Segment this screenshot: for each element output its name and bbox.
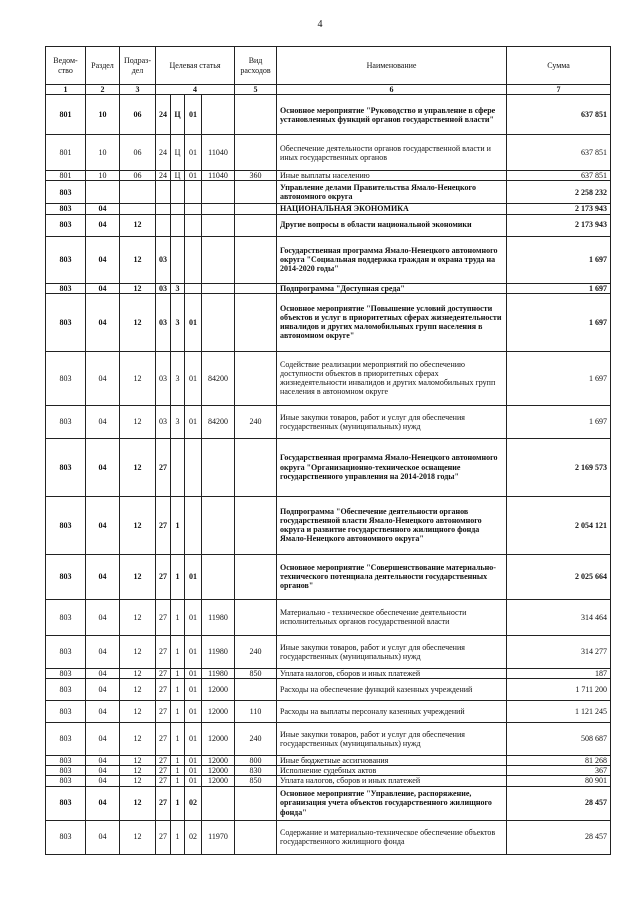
cell-summa: 1 697 — [507, 283, 611, 293]
cell-program: 03 — [156, 351, 171, 405]
cell-vid-rashodov: 240 — [235, 635, 277, 668]
cell-program — [156, 204, 171, 214]
cell-program: 27 — [156, 700, 171, 722]
cell-podrazdel: 12 — [120, 635, 156, 668]
cell-direction: 11970 — [202, 820, 235, 854]
cell-subprogram: Ц — [171, 135, 185, 171]
cell-vid-rashodov — [235, 214, 277, 236]
cell-measure: 01 — [185, 776, 202, 786]
cell-measure: 01 — [185, 135, 202, 171]
cell-razdel: 10 — [86, 95, 120, 135]
index-cell: 1 — [46, 85, 86, 95]
cell-vedomstvo: 803 — [46, 820, 86, 854]
cell-podrazdel — [120, 204, 156, 214]
cell-razdel: 04 — [86, 700, 120, 722]
cell-subprogram: 1 — [171, 668, 185, 678]
cell-measure — [185, 181, 202, 204]
index-cell: 2 — [86, 85, 120, 95]
cell-naimenovanie: Основное мероприятие "Руководство и управление в сфере установленных функций органов государственной власти" — [277, 95, 507, 135]
cell-subprogram — [171, 204, 185, 214]
cell-program: 03 — [156, 236, 171, 283]
cell-subprogram: 1 — [171, 820, 185, 854]
cell-vid-rashodov — [235, 181, 277, 204]
table-body — [46, 95, 611, 854]
cell-vedomstvo: 803 — [46, 599, 86, 635]
cell-vedomstvo: 801 — [46, 171, 86, 181]
table-row — [46, 668, 611, 678]
cell-podrazdel: 12 — [120, 351, 156, 405]
cell-measure: 02 — [185, 786, 202, 820]
cell-vid-rashodov — [235, 820, 277, 854]
cell-direction — [202, 95, 235, 135]
cell-razdel: 04 — [86, 496, 120, 554]
cell-naimenovanie: Содержание и материально-техническое обеспечение объектов государственного жилищного фонда — [277, 820, 507, 854]
cell-podrazdel: 06 — [120, 171, 156, 181]
cell-subprogram: 3 — [171, 351, 185, 405]
cell-subprogram: 1 — [171, 496, 185, 554]
cell-naimenovanie: Основное мероприятие "Совершенствование материально-технического потенциала деятельности государственных органов" — [277, 554, 507, 599]
cell-vedomstvo: 803 — [46, 293, 86, 351]
header-vid-rashodov: Вид расходов — [235, 47, 277, 85]
cell-program: 27 — [156, 820, 171, 854]
cell-naimenovanie: Расходы на выплаты персоналу казенных учреждений — [277, 700, 507, 722]
cell-direction — [202, 236, 235, 283]
table-row — [46, 755, 611, 765]
cell-measure — [185, 204, 202, 214]
cell-vedomstvo: 801 — [46, 135, 86, 171]
cell-measure — [185, 236, 202, 283]
cell-direction — [202, 214, 235, 236]
cell-naimenovanie: Уплата налогов, сборов и иных платежей — [277, 776, 507, 786]
cell-razdel: 04 — [86, 214, 120, 236]
cell-summa: 637 851 — [507, 135, 611, 171]
cell-vedomstvo: 803 — [46, 786, 86, 820]
cell-vid-rashodov — [235, 496, 277, 554]
cell-subprogram: 3 — [171, 283, 185, 293]
table-row — [46, 283, 611, 293]
table-row — [46, 181, 611, 204]
cell-measure: 02 — [185, 820, 202, 854]
cell-measure: 01 — [185, 700, 202, 722]
cell-program: 24 — [156, 135, 171, 171]
cell-summa: 1 711 200 — [507, 678, 611, 700]
cell-razdel: 04 — [86, 293, 120, 351]
cell-vid-rashodov — [235, 236, 277, 283]
cell-summa: 1 121 245 — [507, 700, 611, 722]
cell-razdel: 04 — [86, 755, 120, 765]
table-row — [46, 554, 611, 599]
cell-podrazdel: 12 — [120, 678, 156, 700]
cell-vid-rashodov: 240 — [235, 405, 277, 438]
cell-podrazdel: 06 — [120, 135, 156, 171]
cell-subprogram: 1 — [171, 599, 185, 635]
table-row — [46, 293, 611, 351]
cell-razdel: 04 — [86, 236, 120, 283]
cell-summa: 1 697 — [507, 293, 611, 351]
cell-vid-rashodov — [235, 283, 277, 293]
cell-naimenovanie: Расходы на обеспечение функций казенных учреждений — [277, 678, 507, 700]
table-row — [46, 722, 611, 755]
index-cell: 6 — [277, 85, 507, 95]
cell-vid-rashodov: 110 — [235, 700, 277, 722]
cell-naimenovanie: Основное мероприятие "Управление, распоряжение, организация учета объектов государственного жилищного фонда" — [277, 786, 507, 820]
cell-program — [156, 214, 171, 236]
cell-podrazdel: 12 — [120, 214, 156, 236]
cell-vedomstvo: 803 — [46, 496, 86, 554]
cell-razdel: 10 — [86, 135, 120, 171]
cell-vid-rashodov — [235, 351, 277, 405]
cell-summa: 637 851 — [507, 95, 611, 135]
cell-direction: 84200 — [202, 351, 235, 405]
cell-summa: 1 697 — [507, 236, 611, 283]
cell-podrazdel: 12 — [120, 496, 156, 554]
table-row — [46, 496, 611, 554]
cell-direction: 12000 — [202, 678, 235, 700]
cell-direction: 11040 — [202, 171, 235, 181]
cell-vedomstvo: 803 — [46, 700, 86, 722]
header-naimenovanie: Наименование — [277, 47, 507, 85]
column-index-row — [46, 85, 611, 95]
cell-vid-rashodov — [235, 293, 277, 351]
table-row — [46, 820, 611, 854]
cell-subprogram: 1 — [171, 755, 185, 765]
cell-program: 27 — [156, 678, 171, 700]
cell-direction — [202, 554, 235, 599]
cell-summa: 28 457 — [507, 820, 611, 854]
cell-naimenovanie: Иные закупки товаров, работ и услуг для обеспечения государственных (муниципальных) нужд — [277, 722, 507, 755]
cell-program: 27 — [156, 722, 171, 755]
table-row — [46, 204, 611, 214]
cell-program: 24 — [156, 171, 171, 181]
cell-subprogram: 3 — [171, 405, 185, 438]
cell-direction — [202, 786, 235, 820]
cell-vedomstvo: 803 — [46, 554, 86, 599]
cell-measure: 01 — [185, 293, 202, 351]
cell-subprogram: 1 — [171, 766, 185, 776]
cell-measure: 01 — [185, 599, 202, 635]
cell-subprogram: 1 — [171, 700, 185, 722]
cell-vid-rashodov: 830 — [235, 766, 277, 776]
cell-summa: 637 851 — [507, 171, 611, 181]
cell-measure: 01 — [185, 766, 202, 776]
cell-direction: 12000 — [202, 755, 235, 765]
cell-vedomstvo: 803 — [46, 755, 86, 765]
cell-razdel: 04 — [86, 776, 120, 786]
cell-naimenovanie: Материально - техническое обеспечение деятельности исполнительных органов государственной власти — [277, 599, 507, 635]
cell-razdel: 10 — [86, 171, 120, 181]
header-celevaya-statya: Целевая статья — [156, 47, 235, 85]
cell-subprogram: 1 — [171, 554, 185, 599]
cell-razdel: 04 — [86, 554, 120, 599]
cell-razdel: 04 — [86, 722, 120, 755]
cell-summa: 80 901 — [507, 776, 611, 786]
cell-program: 27 — [156, 755, 171, 765]
cell-direction: 11980 — [202, 668, 235, 678]
cell-podrazdel: 12 — [120, 554, 156, 599]
cell-program: 03 — [156, 405, 171, 438]
cell-direction — [202, 181, 235, 204]
cell-naimenovanie: Подпрограмма "Обеспечение деятельности органов государственной власти Ямало-Ненецкого автономного округа и развитие государственного жилищного фонда Ямало-Ненецкого автономного округа" — [277, 496, 507, 554]
cell-vid-rashodov — [235, 204, 277, 214]
table-row — [46, 599, 611, 635]
header-vedomstvo: Ведом-ство — [46, 47, 86, 85]
cell-vid-rashodov — [235, 438, 277, 496]
cell-vedomstvo: 803 — [46, 678, 86, 700]
cell-naimenovanie: Обеспечение деятельности органов государственной власти и иных государственных органов — [277, 135, 507, 171]
cell-vedomstvo: 803 — [46, 438, 86, 496]
cell-naimenovanie: Подпрограмма "Доступная среда" — [277, 283, 507, 293]
cell-subprogram: 1 — [171, 786, 185, 820]
cell-measure: 01 — [185, 405, 202, 438]
cell-podrazdel: 12 — [120, 820, 156, 854]
cell-measure: 01 — [185, 722, 202, 755]
cell-vedomstvo: 803 — [46, 204, 86, 214]
cell-vedomstvo: 803 — [46, 766, 86, 776]
cell-subprogram — [171, 438, 185, 496]
cell-razdel: 04 — [86, 204, 120, 214]
cell-razdel: 04 — [86, 351, 120, 405]
cell-naimenovanie: Иные бюджетные ассигнования — [277, 755, 507, 765]
cell-razdel: 04 — [86, 283, 120, 293]
cell-vid-rashodov: 360 — [235, 171, 277, 181]
index-cell: 3 — [120, 85, 156, 95]
cell-program: 27 — [156, 554, 171, 599]
cell-direction: 11040 — [202, 135, 235, 171]
table-row — [46, 236, 611, 283]
cell-razdel: 04 — [86, 786, 120, 820]
cell-summa: 1 697 — [507, 405, 611, 438]
cell-podrazdel: 06 — [120, 95, 156, 135]
table-row — [46, 786, 611, 820]
cell-podrazdel: 12 — [120, 700, 156, 722]
cell-vid-rashodov — [235, 599, 277, 635]
cell-vedomstvo: 801 — [46, 95, 86, 135]
cell-measure: 01 — [185, 351, 202, 405]
cell-summa: 314 277 — [507, 635, 611, 668]
cell-naimenovanie: НАЦИОНАЛЬНАЯ ЭКОНОМИКА — [277, 204, 507, 214]
cell-podrazdel: 12 — [120, 766, 156, 776]
cell-naimenovanie: Государственная программа Ямало-Ненецкого автономного округа "Социальная поддержка граждан и охрана труда на 2014-2020 годы" — [277, 236, 507, 283]
cell-program: 24 — [156, 95, 171, 135]
cell-measure: 01 — [185, 755, 202, 765]
cell-vedomstvo: 803 — [46, 668, 86, 678]
cell-vid-rashodov: 850 — [235, 776, 277, 786]
cell-podrazdel: 12 — [120, 236, 156, 283]
cell-program: 27 — [156, 786, 171, 820]
cell-naimenovanie: Иные выплаты населению — [277, 171, 507, 181]
cell-measure: 01 — [185, 668, 202, 678]
cell-measure: 01 — [185, 171, 202, 181]
cell-naimenovanie: Содействие реализации мероприятий по обеспечению доступности объектов в приоритетных сферах жизнедеятельности инвалидов и других маломобильных групп населения в автономном округе — [277, 351, 507, 405]
cell-naimenovanie: Исполнение судебных актов — [277, 766, 507, 776]
cell-program: 27 — [156, 599, 171, 635]
cell-vedomstvo: 803 — [46, 236, 86, 283]
cell-naimenovanie: Уплата налогов, сборов и иных платежей — [277, 668, 507, 678]
cell-naimenovanie: Иные закупки товаров, работ и услуг для обеспечения государственных (муниципальных) нужд — [277, 405, 507, 438]
cell-razdel: 04 — [86, 405, 120, 438]
table-row — [46, 776, 611, 786]
cell-vid-rashodov: 850 — [235, 668, 277, 678]
cell-podrazdel: 12 — [120, 283, 156, 293]
cell-measure: 01 — [185, 678, 202, 700]
index-cell: 4 — [156, 85, 235, 95]
table-row — [46, 351, 611, 405]
cell-naimenovanie: Другие вопросы в области национальной экономики — [277, 214, 507, 236]
cell-summa: 2 173 943 — [507, 204, 611, 214]
cell-summa: 2 054 121 — [507, 496, 611, 554]
cell-direction: 11980 — [202, 635, 235, 668]
cell-program: 03 — [156, 293, 171, 351]
cell-direction — [202, 204, 235, 214]
budget-table — [45, 46, 611, 855]
cell-podrazdel: 12 — [120, 786, 156, 820]
cell-summa: 2 025 664 — [507, 554, 611, 599]
cell-subprogram — [171, 214, 185, 236]
cell-measure — [185, 283, 202, 293]
cell-vid-rashodov — [235, 554, 277, 599]
cell-subprogram: Ц — [171, 95, 185, 135]
cell-direction — [202, 283, 235, 293]
cell-direction: 11980 — [202, 599, 235, 635]
cell-summa: 314 464 — [507, 599, 611, 635]
cell-subprogram: Ц — [171, 171, 185, 181]
cell-direction — [202, 438, 235, 496]
table-row — [46, 766, 611, 776]
cell-direction — [202, 293, 235, 351]
cell-podrazdel — [120, 181, 156, 204]
cell-naimenovanie: Основное мероприятие "Повышение условий доступности объектов и услуг в приоритетных сферах жизнедеятельности инвалидов и других маломобильных групп населения в автономном округе" — [277, 293, 507, 351]
cell-subprogram — [171, 236, 185, 283]
cell-direction: 12000 — [202, 776, 235, 786]
cell-podrazdel: 12 — [120, 755, 156, 765]
cell-vid-rashodov: 800 — [235, 755, 277, 765]
cell-vedomstvo: 803 — [46, 722, 86, 755]
cell-measure: 01 — [185, 95, 202, 135]
cell-vid-rashodov — [235, 678, 277, 700]
cell-vid-rashodov — [235, 135, 277, 171]
cell-razdel: 04 — [86, 668, 120, 678]
cell-direction: 12000 — [202, 766, 235, 776]
cell-summa: 2 173 943 — [507, 214, 611, 236]
cell-summa: 2 258 232 — [507, 181, 611, 204]
table-row — [46, 438, 611, 496]
cell-podrazdel: 12 — [120, 438, 156, 496]
table-row — [46, 171, 611, 181]
cell-summa: 28 457 — [507, 786, 611, 820]
table-row — [46, 678, 611, 700]
cell-summa: 367 — [507, 766, 611, 776]
cell-subprogram: 1 — [171, 678, 185, 700]
cell-program: 27 — [156, 496, 171, 554]
cell-measure — [185, 496, 202, 554]
cell-razdel: 04 — [86, 766, 120, 776]
cell-razdel: 04 — [86, 438, 120, 496]
cell-vid-rashodov — [235, 95, 277, 135]
table-row — [46, 700, 611, 722]
cell-naimenovanie: Иные закупки товаров, работ и услуг для обеспечения государственных (муниципальных) нужд — [277, 635, 507, 668]
cell-razdel: 04 — [86, 820, 120, 854]
cell-direction: 12000 — [202, 700, 235, 722]
cell-program: 27 — [156, 668, 171, 678]
cell-program: 03 — [156, 283, 171, 293]
cell-razdel: 04 — [86, 599, 120, 635]
cell-program: 27 — [156, 438, 171, 496]
index-cell: 7 — [507, 85, 611, 95]
table-row — [46, 95, 611, 135]
cell-measure — [185, 438, 202, 496]
header-podrazdel: Подраз-дел — [120, 47, 156, 85]
header-row — [46, 47, 611, 85]
cell-direction — [202, 496, 235, 554]
cell-razdel: 04 — [86, 635, 120, 668]
cell-subprogram: 3 — [171, 293, 185, 351]
cell-summa: 187 — [507, 668, 611, 678]
cell-direction: 84200 — [202, 405, 235, 438]
cell-vid-rashodov — [235, 786, 277, 820]
cell-summa: 2 169 573 — [507, 438, 611, 496]
cell-subprogram: 1 — [171, 776, 185, 786]
header-summa: Сумма — [507, 47, 611, 85]
cell-razdel — [86, 181, 120, 204]
cell-program: 27 — [156, 766, 171, 776]
table-row — [46, 405, 611, 438]
cell-vedomstvo: 803 — [46, 635, 86, 668]
cell-direction: 12000 — [202, 722, 235, 755]
cell-podrazdel: 12 — [120, 293, 156, 351]
cell-vedomstvo: 803 — [46, 283, 86, 293]
cell-measure: 01 — [185, 635, 202, 668]
cell-summa: 508 687 — [507, 722, 611, 755]
cell-naimenovanie: Государственная программа Ямало-Ненецкого автономного округа "Организационно-техническое оснащение государственного управления на 2014-2018 годы" — [277, 438, 507, 496]
cell-vedomstvo: 803 — [46, 181, 86, 204]
cell-vedomstvo: 803 — [46, 351, 86, 405]
cell-podrazdel: 12 — [120, 405, 156, 438]
cell-subprogram: 1 — [171, 635, 185, 668]
cell-summa: 81 268 — [507, 755, 611, 765]
cell-measure: 01 — [185, 554, 202, 599]
cell-summa: 1 697 — [507, 351, 611, 405]
cell-podrazdel: 12 — [120, 668, 156, 678]
cell-subprogram: 1 — [171, 722, 185, 755]
cell-podrazdel: 12 — [120, 599, 156, 635]
cell-vedomstvo: 803 — [46, 214, 86, 236]
table-row — [46, 135, 611, 171]
cell-program: 27 — [156, 776, 171, 786]
cell-vedomstvo: 803 — [46, 776, 86, 786]
cell-podrazdel: 12 — [120, 776, 156, 786]
cell-vid-rashodov: 240 — [235, 722, 277, 755]
cell-subprogram — [171, 181, 185, 204]
table-row — [46, 214, 611, 236]
cell-vedomstvo: 803 — [46, 405, 86, 438]
table-row — [46, 635, 611, 668]
cell-program: 27 — [156, 635, 171, 668]
header-razdel: Раздел — [86, 47, 120, 85]
page-number: 4 — [317, 19, 323, 30]
cell-measure — [185, 214, 202, 236]
cell-podrazdel: 12 — [120, 722, 156, 755]
cell-razdel: 04 — [86, 678, 120, 700]
cell-naimenovanie: Управление делами Правительства Ямало-Ненецкого автономного округа — [277, 181, 507, 204]
index-cell: 5 — [235, 85, 277, 95]
cell-program — [156, 181, 171, 204]
